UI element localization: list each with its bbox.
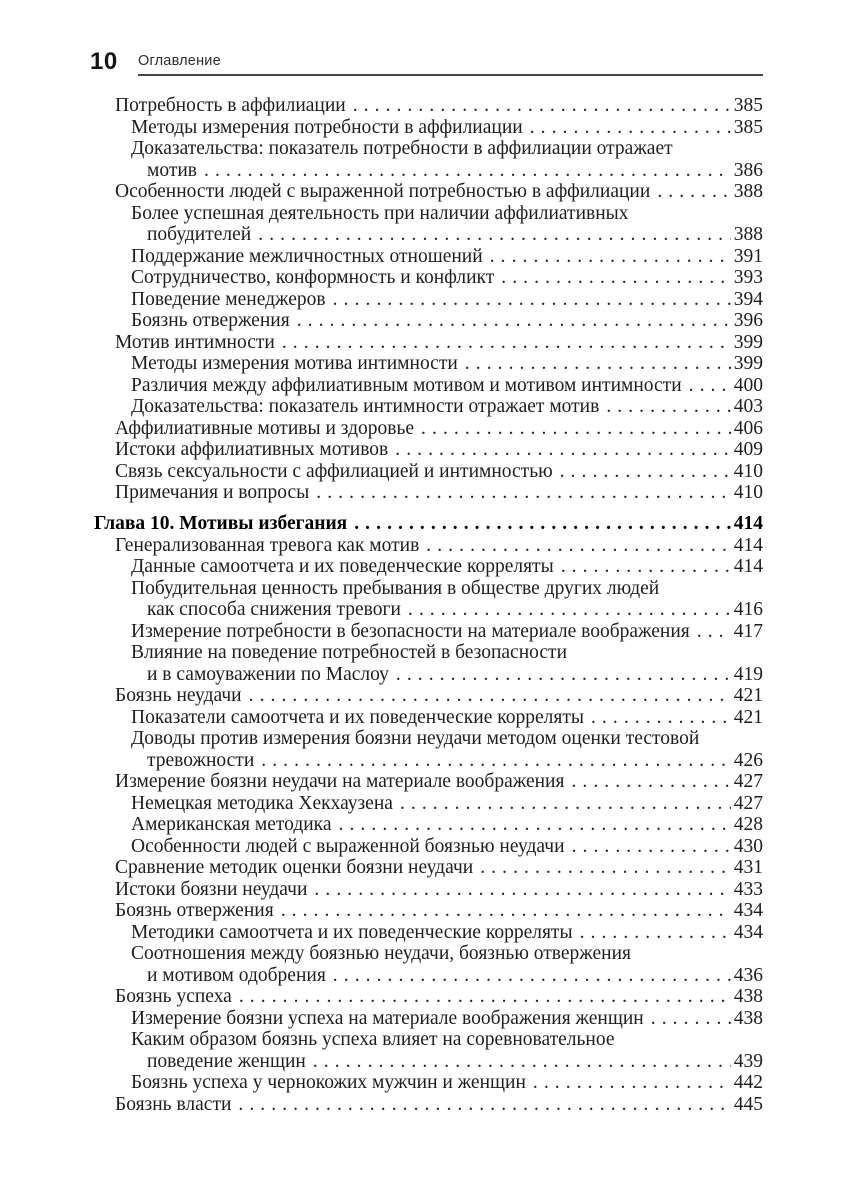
dot-leader	[580, 922, 731, 944]
toc-entry	[94, 642, 763, 685]
toc-entry-title: Связь сексуальности с аффилиацией и интимностью	[115, 460, 553, 482]
toc-entry-title: Методы измерения мотива интимности	[131, 353, 458, 374]
toc-entry-line	[94, 203, 763, 225]
toc-entry-line	[94, 246, 763, 268]
dot-leader	[501, 267, 730, 289]
toc-entry-title: Измерение потребности в безопасности на материале воображения	[131, 620, 690, 642]
dot-leader	[533, 1072, 731, 1094]
dot-leader	[297, 310, 731, 332]
toc-entry-page: 427	[733, 792, 763, 814]
toc-entry-line	[94, 181, 763, 203]
toc-entry	[94, 1029, 763, 1072]
toc-entry-line	[94, 857, 763, 879]
toc-entry-line	[94, 396, 763, 418]
toc-entry-line	[94, 332, 763, 354]
toc-entry-title: Поведение менеджеров	[131, 288, 326, 310]
toc-entry-title: Показатели самоотчета и их поведенческие корреляты	[131, 706, 584, 728]
toc-entry-line	[94, 814, 763, 836]
header-page-number: 10	[90, 48, 118, 75]
toc-entry-page: 391	[733, 245, 763, 267]
dot-leader	[333, 965, 731, 987]
toc-entry-page: 438	[733, 986, 763, 1007]
dot-leader	[396, 664, 731, 686]
header-rule	[138, 49, 763, 76]
toc-entry-title: мотив	[147, 159, 197, 181]
dot-leader	[261, 750, 730, 772]
toc-entry	[94, 138, 763, 181]
toc-entry	[94, 986, 763, 1008]
toc-entry	[94, 900, 763, 922]
toc-entry-title: Американская методика	[131, 814, 332, 835]
toc-entry-page: 433	[733, 878, 763, 900]
toc-entry-title: Немецкая методика Хекхаузена	[131, 792, 393, 814]
dot-leader	[395, 439, 731, 461]
toc-entry-line	[94, 138, 763, 160]
dot-leader	[606, 396, 730, 418]
toc-entry-page: 426	[733, 749, 763, 771]
toc-entry-page: 393	[733, 267, 763, 288]
toc-entry-line	[94, 771, 763, 793]
toc-entry-page: 399	[733, 353, 763, 374]
toc-entry-line	[94, 439, 763, 461]
toc-entry-line	[94, 1029, 763, 1051]
toc-entry-line	[94, 310, 763, 332]
toc-entry-page: 414	[733, 513, 763, 534]
dot-leader	[408, 599, 731, 621]
toc-entry	[94, 578, 763, 621]
dot-leader	[354, 513, 731, 535]
toc-entry-line	[94, 728, 763, 750]
toc-entry-line	[94, 267, 763, 289]
toc-entry-page: 431	[733, 857, 763, 878]
dot-leader	[258, 224, 731, 246]
toc-entry	[94, 439, 763, 461]
toc-entry-line	[94, 556, 763, 578]
toc-entry-line	[94, 836, 763, 858]
toc-entry-title: Боязнь неудачи	[115, 685, 242, 706]
toc-entry-title: Истоки аффилиативных мотивов	[115, 439, 389, 460]
toc-entry-page: 385	[733, 116, 763, 138]
toc-entry	[94, 461, 763, 483]
dot-leader	[316, 482, 730, 504]
toc-entry-page: 410	[733, 460, 763, 482]
toc-entry-page: 386	[733, 159, 763, 181]
toc-entry-title: Доказательства: показатель интимности отражает мотив	[131, 396, 600, 417]
toc-entry	[94, 117, 763, 139]
toc-entry-line	[94, 750, 763, 772]
toc-entry	[94, 836, 763, 858]
toc-entry	[94, 482, 763, 504]
toc-entry-page: 417	[733, 620, 763, 642]
toc-entry-page: 421	[733, 685, 763, 706]
toc-entry-line	[94, 418, 763, 440]
toc-entry-line	[94, 599, 763, 621]
toc-entry-title: Особенности людей с выраженной потребностью в аффилиации	[115, 181, 651, 202]
toc-entry-title: Особенности людей с выраженной боязнью неудачи	[131, 835, 565, 857]
dot-leader	[572, 836, 731, 858]
dot-leader	[465, 353, 731, 375]
toc-entry-page: 430	[733, 835, 763, 857]
toc-entry-title: поведение женщин	[147, 1050, 306, 1072]
running-header	[90, 49, 763, 76]
dot-leader	[282, 332, 731, 354]
dot-leader	[651, 1008, 731, 1030]
toc-entry-line	[94, 578, 763, 600]
toc-entry	[94, 707, 763, 729]
toc-entry-line	[94, 793, 763, 815]
toc-entry	[94, 332, 763, 354]
dot-leader	[591, 707, 731, 729]
toc-entry-line	[94, 353, 763, 375]
toc-entry-title: Генерализованная тревога как мотив	[115, 534, 420, 556]
toc-entry	[94, 1094, 763, 1116]
toc-entry	[94, 418, 763, 440]
toc-entry-title: тревожности	[147, 749, 255, 771]
dot-leader	[204, 160, 731, 182]
toc-entry	[94, 1072, 763, 1094]
toc-entry-page: 396	[733, 310, 763, 331]
toc-entry-title: Боязнь успеха	[115, 986, 232, 1007]
table-of-contents	[94, 95, 763, 1115]
toc-entry-line	[94, 513, 763, 535]
toc-entry-page: 416	[733, 599, 763, 620]
toc-entry-line	[94, 224, 763, 246]
toc-entry-line	[94, 965, 763, 987]
toc-entry-line	[94, 1008, 763, 1030]
dot-leader	[353, 95, 731, 117]
toc-entry-title: Измерение боязни неудачи на материале воображения	[115, 771, 565, 792]
dot-leader	[313, 1051, 731, 1073]
running-title: Оглавление	[138, 53, 221, 69]
toc-entry-page: 410	[733, 482, 763, 503]
toc-entry-title: Сотрудничество, конформность и конфликт	[131, 267, 495, 288]
toc-entry-page: 385	[733, 95, 763, 116]
toc-entry	[94, 814, 763, 836]
toc-entry-title: Влияние на поведение потребностей в безопасности	[131, 642, 567, 663]
dot-leader	[281, 900, 731, 922]
toc-entry-title: Боязнь успеха у чернокожих мужчин и женщин	[131, 1072, 526, 1093]
toc-entry	[94, 728, 763, 771]
toc-entry-title: Более успешная деятельность при наличии аффилиативных	[131, 202, 629, 224]
toc-entry-line	[94, 117, 763, 139]
toc-entry	[94, 793, 763, 815]
toc-entry-title: Боязнь отвержения	[115, 900, 274, 921]
toc-entry	[94, 375, 763, 397]
toc-entry	[94, 353, 763, 375]
toc-entry-title: Глава 10. Мотивы избегания	[94, 513, 348, 534]
dot-leader	[314, 879, 730, 901]
toc-entry	[94, 685, 763, 707]
toc-entry-page: 434	[733, 921, 763, 943]
toc-entry-title: Боязнь власти	[115, 1093, 232, 1115]
toc-entry-line	[94, 900, 763, 922]
toc-entry-page: 388	[733, 224, 763, 245]
dot-leader	[490, 246, 731, 268]
dot-leader	[249, 685, 731, 707]
toc-entry-line	[94, 1072, 763, 1094]
toc-entry-page: 442	[733, 1072, 763, 1093]
toc-entry-line	[94, 95, 763, 117]
toc-entry-page: 438	[733, 1007, 763, 1029]
toc-entry-line	[94, 621, 763, 643]
toc-entry-line	[94, 879, 763, 901]
toc-entry-line	[94, 289, 763, 311]
dot-leader	[426, 535, 730, 557]
toc-entry-page: 414	[733, 534, 763, 556]
toc-entry-title: Доводы против измерения боязни неудачи методом оценки тестовой	[131, 728, 700, 749]
dot-leader	[697, 621, 731, 643]
toc-chapter-entry	[94, 513, 763, 535]
toc-entry-line	[94, 375, 763, 397]
dot-leader	[400, 793, 731, 815]
toc-entry-title: Побудительная ценность пребывания в обществе других людей	[131, 577, 660, 599]
toc-entry-line	[94, 535, 763, 557]
toc-entry-page: 445	[733, 1093, 763, 1115]
toc-entry-line	[94, 664, 763, 686]
toc-entry-title: побудителей	[147, 224, 252, 245]
toc-entry	[94, 771, 763, 793]
toc-entry	[94, 535, 763, 557]
toc-entry-title: Каким образом боязнь успеха влияет на соревновательное	[131, 1029, 615, 1050]
toc-entry-line	[94, 986, 763, 1008]
toc-entry-title: Аффилиативные мотивы и здоровье	[115, 417, 415, 439]
dot-leader	[689, 375, 731, 397]
toc-entry	[94, 621, 763, 643]
dot-leader	[421, 418, 731, 440]
toc-entry-page: 436	[733, 964, 763, 986]
toc-entry-line	[94, 482, 763, 504]
toc-entry	[94, 203, 763, 246]
dot-leader	[657, 181, 730, 203]
toc-entry-page: 439	[733, 1050, 763, 1072]
toc-entry	[94, 857, 763, 879]
dot-leader	[571, 771, 730, 793]
toc-entry-line	[94, 1094, 763, 1116]
toc-entry	[94, 879, 763, 901]
toc-entry	[94, 95, 763, 117]
toc-entry-page: 406	[733, 417, 763, 439]
toc-entry-title: и мотивом одобрения	[147, 964, 326, 986]
toc-entry-line	[94, 642, 763, 664]
toc-entry-title: Данные самоотчета и их поведенческие корреляты	[131, 556, 554, 577]
toc-entry-title: Различия между аффилиативным мотивом и мотивом интимности	[131, 374, 682, 396]
toc-entry-title: Методики самоотчета и их поведенческие корреляты	[131, 921, 573, 943]
toc-entry	[94, 246, 763, 268]
toc-entry	[94, 556, 763, 578]
toc-entry-page: 414	[733, 556, 763, 577]
toc-entry-page: 399	[733, 331, 763, 353]
toc-entry-title: Боязнь отвержения	[131, 310, 290, 331]
toc-entry	[94, 922, 763, 944]
toc-entry-title: Потребность в аффилиации	[115, 95, 346, 116]
toc-entry-page: 409	[733, 439, 763, 460]
toc-entry-title: Примечания и вопросы	[115, 482, 310, 503]
toc-entry-title: Сравнение методик оценки боязни неудачи	[115, 857, 474, 878]
toc-entry-page: 427	[733, 771, 763, 792]
toc-entry	[94, 267, 763, 289]
toc-entry-title: Измерение боязни успеха на материале воображения женщин	[131, 1007, 644, 1029]
dot-leader	[480, 857, 731, 879]
toc-entry-line	[94, 707, 763, 729]
toc-entry-page: 419	[733, 663, 763, 685]
toc-entry-line	[94, 461, 763, 483]
toc-entry-title: Соотношения между боязнью неудачи, боязнью отвержения	[131, 943, 631, 964]
toc-entry	[94, 310, 763, 332]
toc-entry-title: Методы измерения потребности в аффилиации	[131, 116, 523, 138]
dot-leader	[239, 986, 731, 1008]
toc-entry	[94, 289, 763, 311]
toc-entry	[94, 1008, 763, 1030]
dot-leader	[333, 289, 731, 311]
toc-entry-title: Истоки боязни неудачи	[115, 878, 308, 900]
dot-leader	[339, 814, 731, 836]
toc-entry-page: 421	[733, 706, 763, 728]
toc-entry-page: 400	[733, 374, 763, 396]
toc-entry-page: 394	[733, 288, 763, 310]
toc-entry-line	[94, 160, 763, 182]
toc-entry-page: 434	[733, 900, 763, 921]
toc-entry-page: 403	[733, 396, 763, 417]
toc-entry-title: Доказательства: показатель потребности в аффилиации отражает	[131, 138, 673, 159]
toc-entry	[94, 943, 763, 986]
toc-entry-page: 388	[733, 181, 763, 202]
toc-entry-line	[94, 1051, 763, 1073]
dot-leader	[561, 556, 731, 578]
dot-leader	[238, 1094, 730, 1116]
toc-entry-title: как способа снижения тревоги	[147, 599, 401, 620]
toc-entry-title: и в самоуважении по Маслоу	[147, 663, 389, 685]
dot-leader	[530, 117, 731, 139]
dot-leader	[560, 461, 731, 483]
toc-entry-line	[94, 943, 763, 965]
toc-entry-title: Поддержание межличностных отношений	[131, 245, 483, 267]
toc-entry-title: Мотив интимности	[115, 331, 275, 353]
toc-entry-page: 428	[733, 814, 763, 835]
toc-entry-line	[94, 922, 763, 944]
toc-entry	[94, 396, 763, 418]
toc-entry	[94, 181, 763, 203]
toc-entry-line	[94, 685, 763, 707]
